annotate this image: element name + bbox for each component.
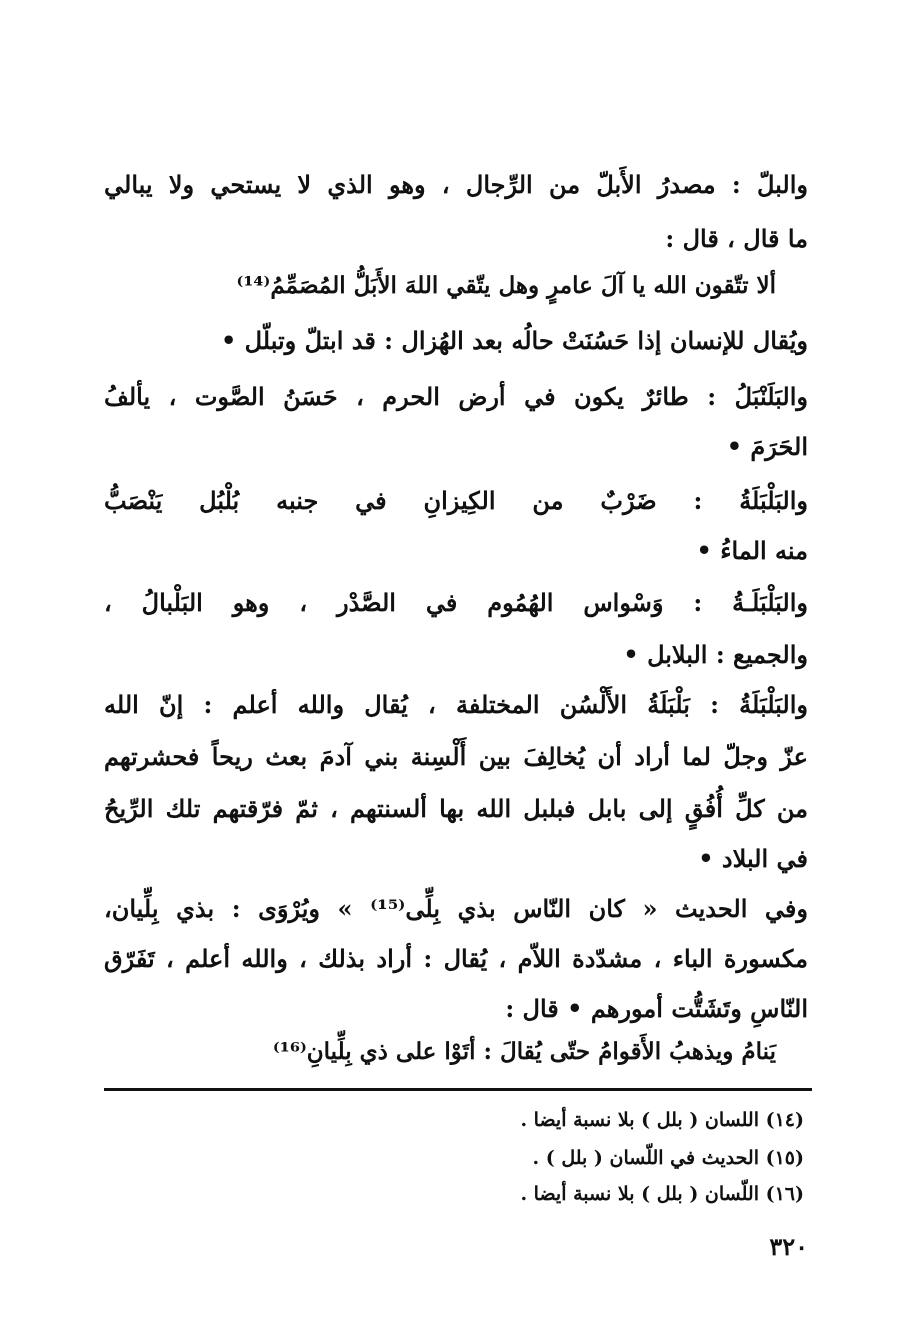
text-line: النّاسِ وتَشَتُّت أمورهم • قال : — [505, 994, 808, 1023]
text-line: منه الماءُ • — [696, 536, 808, 565]
footnote-divider — [104, 1088, 812, 1091]
text-line: والبَلْبَلَةُ : ضَرْبٌ من الكِيزانِ في جنبه بُلْبُل يَنْصَبُّ — [104, 486, 808, 515]
verse-line: يَنامُ ويذهبُ الأَقوامُ حتّى يُقالَ : أتَوْا على ذي بِلِّيانِ⁽¹⁶⁾ — [272, 1038, 776, 1065]
text-line: والجميع : البلابل • — [623, 640, 808, 669]
text-line: والبلّ : مصدرُ الأَبلّ من الرِّجال ، وهو الذي لا يستحي ولا يبالي — [104, 170, 808, 199]
text-line: ويُقال للإنسان إذا حَسُنَتْ حالُه بعد الهُزال : قد ابتلّ وتبلّل • — [220, 326, 808, 355]
footnote: (١٤) اللسان ( بلل ) بلا نسبة أيضا . — [520, 1109, 804, 1131]
text-line: ما قال ، قال : — [665, 224, 808, 253]
text-line: مكسورة الباء ، مشدّدة اللاّم ، يُقال : أراد بذلك ، والله أعلم ، تَفَرّق — [104, 944, 808, 973]
text-line: والبَلَنْبَلُ : طائرٌ يكون في أرض الحرم ، حَسَنُ الصَّوت ، يألفُ — [104, 382, 808, 411]
page-number: ٣٢٠ — [769, 1232, 808, 1261]
verse-line: ألا تتّقون الله يا آلَ عامرٍ وهل يتّقي اللهَ الأَبَلُّ المُصَمِّمُ⁽¹⁴⁾ — [236, 272, 776, 299]
text-line: والبَلْبَلَـةُ : وَسْواس الهُمُوم في الصَّدْر ، وهو البَلْبالُ ، — [104, 588, 808, 617]
footnote: (١٥) الحديث في اللّسان ( بلل ) . — [532, 1147, 804, 1169]
text-line: والبَلْبَلَةُ : بَلْبَلَةُ الأَلْسُن المختلفة ، يُقال والله أعلم : إنّ الله — [104, 690, 808, 719]
text-line: في البلاد • — [698, 844, 808, 873]
text-line: عزّ وجلّ لما أراد أن يُخالِفَ بين أَلْسِنة بني آدمَ بعث ريحاً فحشرتهم — [104, 742, 808, 771]
text-line: الحَرَمَ • — [726, 432, 808, 461]
text-line: من كلِّ أُفُقٍ إلى بابل فبلبل الله بها ألسنتهم ، ثمّ فرّقتهم تلك الرِّيحُ — [104, 794, 809, 823]
text-line: وفي الحديث « كان النّاس بذي بِلِّى⁽¹⁵⁾ » ويُرْوَى : بذي بِلِّيان، — [104, 894, 808, 923]
footnote: (١٦) اللّسان ( بلل ) بلا نسبة أيضا . — [520, 1183, 804, 1205]
